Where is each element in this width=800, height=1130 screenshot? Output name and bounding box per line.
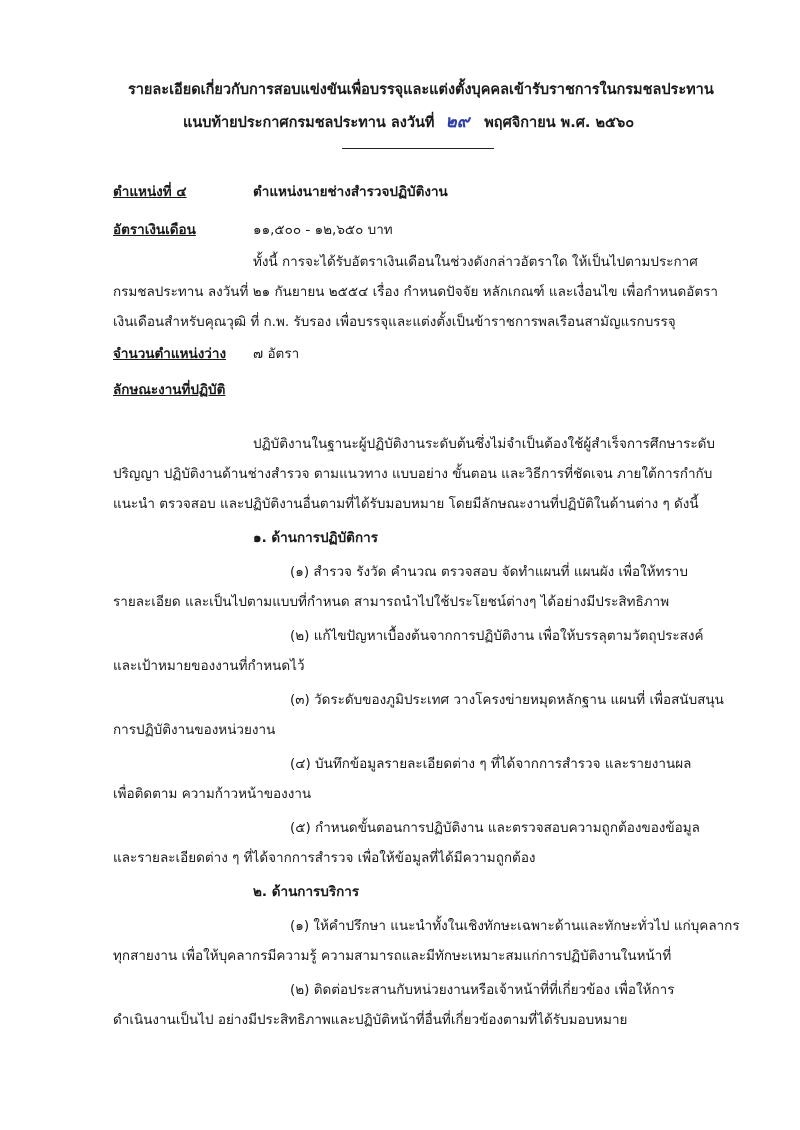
header-line-2-prefix: แนบท้ายประกาศกรมชลประทาน ลงวันที่	[183, 115, 435, 131]
header-line-1: รายละเอียดเกี่ยวกับการสอบแข่งขันเพื่อบรรจุและแต่งตั้งบุคคลเข้ารับราชการในกรมชลประทาน	[128, 82, 714, 98]
duties-intro-line-2: ปริญญา ปฏิบัติงานด้านช่างสำรวจ ตามแนวทาง แบบอย่าง ขั้นตอน และวิธีการที่ชัดเจน ภายใต้การกำกับ	[113, 466, 713, 482]
salary-note-line-3: เงินเดือนสำหรับคุณวุฒิ ที่ ก.พ. รับรอง เพื่อบรรจุและแต่งตั้งเป็นข้าราชการพลเรือนสามัญแรกบรรจุ	[113, 314, 676, 330]
header-divider	[342, 148, 494, 149]
section-heading-services: ๒. ด้านการบริการ	[253, 884, 360, 900]
section-heading-operations: ๑. ด้านการปฏิบัติการ	[253, 530, 378, 546]
services-item-1-line-2: ทุกสายงาน เพื่อให้บุคลากรมีความรู้ ความสามารถและมีทักษะเหมาะสมแก่การปฏิบัติงานในหน้าที่	[113, 948, 672, 964]
header-line-2	[183, 108, 634, 135]
duties-label: ลักษณะงานที่ปฏิบัติ	[113, 382, 226, 398]
operations-item-4-line-2: เพื่อติดตาม ความก้าวหน้าของงาน	[113, 786, 312, 802]
header-line-2-suffix: พฤศจิกายน พ.ศ. ๒๕๖๐	[484, 115, 635, 131]
duties-intro-line-1: ปฏิบัติงานในฐานะผู้ปฏิบัติงานระดับต้นซึ่งไม่จำเป็นต้องใช้ผู้สำเร็จการศึกษาระดับ	[253, 436, 715, 452]
duties-intro-line-3: แนะนำ ตรวจสอบ และปฏิบัติงานอื่นตามที่ได้รับมอบหมาย โดยมีลักษณะงานที่ปฏิบัติในด้านต่าง ๆ ดังนี้	[113, 496, 699, 512]
operations-item-3-line-1: (๓) วัดระดับของภูมิประเทศ วางโครงข่ายหมุดหลักฐาน แผนที่ เพื่อสนับสนุน	[290, 692, 724, 708]
operations-item-4-line-1: (๔) บันทึกข้อมูลรายละเอียดต่าง ๆ ที่ได้จากการสำรวจ และรายงานผล	[290, 756, 692, 772]
vacancies-value: ๗ อัตรา	[253, 346, 300, 362]
operations-item-1-line-1: (๑) สำรวจ รังวัด คำนวณ ตรวจสอบ จัดทำแผนที่ แผนผัง เพื่อให้ทราบ	[290, 564, 688, 580]
handwritten-day: ๒๙	[445, 112, 470, 132]
operations-item-2-line-2: และเป้าหมายของงานที่กำหนดไว้	[113, 658, 305, 674]
operations-item-3-line-2: การปฏิบัติงานของหน่วยงาน	[113, 722, 276, 738]
operations-item-1-line-2: รายละเอียด และเป็นไปตามแบบที่กำหนด สามารถนำไปใช้ประโยชน์ต่างๆ ได้อย่างมีประสิทธิภาพ	[113, 594, 670, 610]
position-label: ตำแหน่งที่ ๔	[113, 184, 187, 200]
operations-item-5-line-1: (๕) กำหนดขั้นตอนการปฏิบัติงาน และตรวจสอบความถูกต้องของข้อมูล	[290, 820, 700, 836]
operations-item-2-line-1: (๒) แก้ไขปัญหาเบื้องต้นจากการปฏิบัติงาน เพื่อให้บรรลุตามวัตถุประสงค์	[290, 628, 704, 644]
salary-note-line-1: ทั้งนี้ การจะได้รับอัตราเงินเดือนในช่วงดังกล่าวอัตราใด ให้เป็นไปตามประกาศ	[253, 254, 698, 270]
services-item-2-line-1: (๒) ติดต่อประสานกับหน่วยงานหรือเจ้าหน้าที่ที่เกี่ยวข้อง เพื่อให้การ	[290, 982, 675, 998]
services-item-1-line-1: (๑) ให้คำปรึกษา แนะนำทั้งในเชิงทักษะเฉพาะด้านและทักษะทั่วไป แก่บุคลากร	[290, 918, 740, 934]
vacancies-label: จำนวนตำแหน่งว่าง	[113, 346, 227, 362]
salary-label: อัตราเงินเดือน	[113, 222, 196, 238]
services-item-2-line-2: ดำเนินงานเป็นไป อย่างมีประสิทธิภาพและปฏิบัติหน้าที่อื่นที่เกี่ยวข้องตามที่ได้รับมอบหมาย	[113, 1012, 628, 1028]
position-value: ตำแหน่งนายช่างสำรวจปฏิบัติงาน	[253, 184, 448, 200]
salary-value: ๑๑,๕๐๐ - ๑๒,๖๕๐ บาท	[253, 222, 393, 238]
salary-note-line-2: กรมชลประทาน ลงวันที่ ๒๑ กันยายน ๒๕๕๔ เรื่อง กำหนดปัจจัย หลักเกณฑ์ และเงื่อนไข เพื่อกำหนดอัตรา	[113, 284, 718, 300]
operations-item-5-line-2: และรายละเอียดต่าง ๆ ที่ได้จากการสำรวจ เพื่อให้ข้อมูลที่ได้มีความถูกต้อง	[113, 850, 536, 866]
